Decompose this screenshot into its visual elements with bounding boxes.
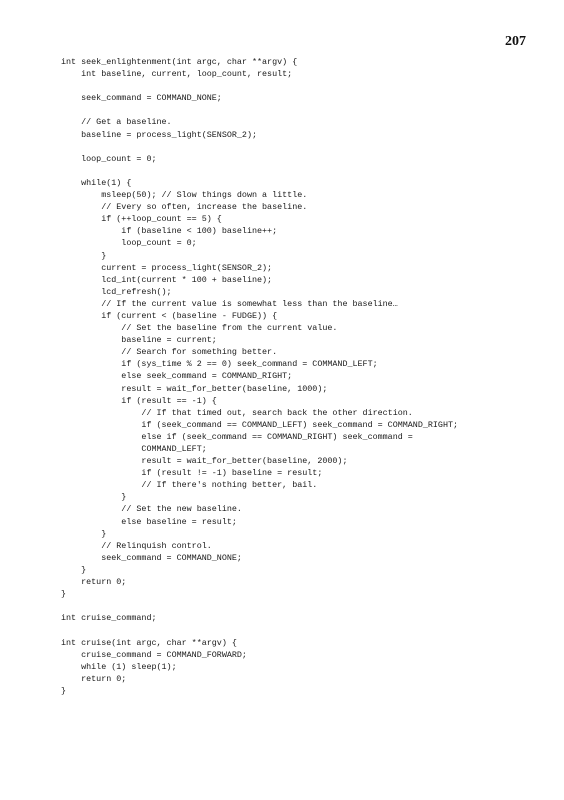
code-line: if (current < (baseline - FUDGE)) { <box>61 310 278 321</box>
code-line: return 0; <box>61 577 127 588</box>
code-line: else baseline = result; <box>61 516 237 527</box>
code-line: else seek_command = COMMAND_RIGHT; <box>61 371 293 382</box>
code-line: // Every so often, increase the baseline. <box>61 202 308 213</box>
code-line <box>61 80 458 92</box>
code-listing <box>61 56 458 697</box>
code-line: loop_count = 0; <box>61 153 157 164</box>
code-line: seek_command = COMMAND_NONE; <box>61 552 242 563</box>
code-line: baseline = process_light(SENSOR_2); <box>61 129 258 140</box>
code-line: if (result != -1) baseline = result; <box>61 468 323 479</box>
code-line <box>61 624 458 636</box>
code-line: // Search for something better. <box>61 347 278 358</box>
code-line: } <box>61 564 87 575</box>
code-line: if (baseline < 100) baseline++; <box>61 226 278 237</box>
code-line: // Set the new baseline. <box>61 504 242 515</box>
code-line: if (sys_time % 2 == 0) seek_command = COMMAND_LEFT; <box>61 359 378 370</box>
code-line: } <box>61 685 67 696</box>
code-line: return 0; <box>61 673 127 684</box>
code-line: int cruise_command; <box>61 613 157 624</box>
code-line: if (++loop_count == 5) { <box>61 214 222 225</box>
code-line: } <box>61 589 67 600</box>
code-line: lcd_refresh(); <box>61 286 172 297</box>
code-line: while(1) { <box>61 177 132 188</box>
code-line: baseline = current; <box>61 335 217 346</box>
code-line <box>61 600 458 612</box>
code-line: } <box>61 492 127 503</box>
code-line: result = wait_for_better(baseline, 2000); <box>61 456 348 467</box>
code-line: // If the current value is somewhat less than the baseline… <box>61 298 398 309</box>
code-line: msleep(50); // Slow things down a little. <box>61 190 308 201</box>
code-line <box>61 165 458 177</box>
code-line: int cruise(int argc, char **argv) { <box>61 637 237 648</box>
code-line: // Relinquish control. <box>61 540 212 551</box>
code-line: int seek_enlightenment(int argc, char **argv) { <box>61 57 298 67</box>
code-line: result = wait_for_better(baseline, 1000); <box>61 383 328 394</box>
code-line: // Set the baseline from the current value. <box>61 323 338 334</box>
code-line: loop_count = 0; <box>61 238 197 249</box>
code-line: lcd_int(current * 100 + baseline); <box>61 274 273 285</box>
code-line: cruise_command = COMMAND_FORWARD; <box>61 649 247 660</box>
code-line: COMMAND_LEFT; <box>61 444 207 454</box>
code-line: if (result == -1) { <box>61 395 217 406</box>
code-line: // Get a baseline. <box>61 117 172 128</box>
code-line: } <box>61 250 107 261</box>
code-line: // If there's nothing better, bail. <box>61 480 318 491</box>
code-line: int baseline, current, loop_count, result; <box>61 69 293 80</box>
code-line: current = process_light(SENSOR_2); <box>61 262 273 273</box>
page-number: 207 <box>505 34 526 49</box>
code-line: seek_command = COMMAND_NONE; <box>61 93 222 104</box>
code-line: else if (seek_command == COMMAND_RIGHT) seek_command = <box>61 431 413 442</box>
code-line: if (seek_command == COMMAND_LEFT) seek_command = COMMAND_RIGHT; <box>61 419 459 430</box>
code-line: // If that timed out, search back the other direction. <box>61 407 413 418</box>
code-line <box>61 141 458 153</box>
code-line: while (1) sleep(1); <box>61 661 177 672</box>
code-line: } <box>61 528 107 539</box>
code-line <box>61 104 458 116</box>
